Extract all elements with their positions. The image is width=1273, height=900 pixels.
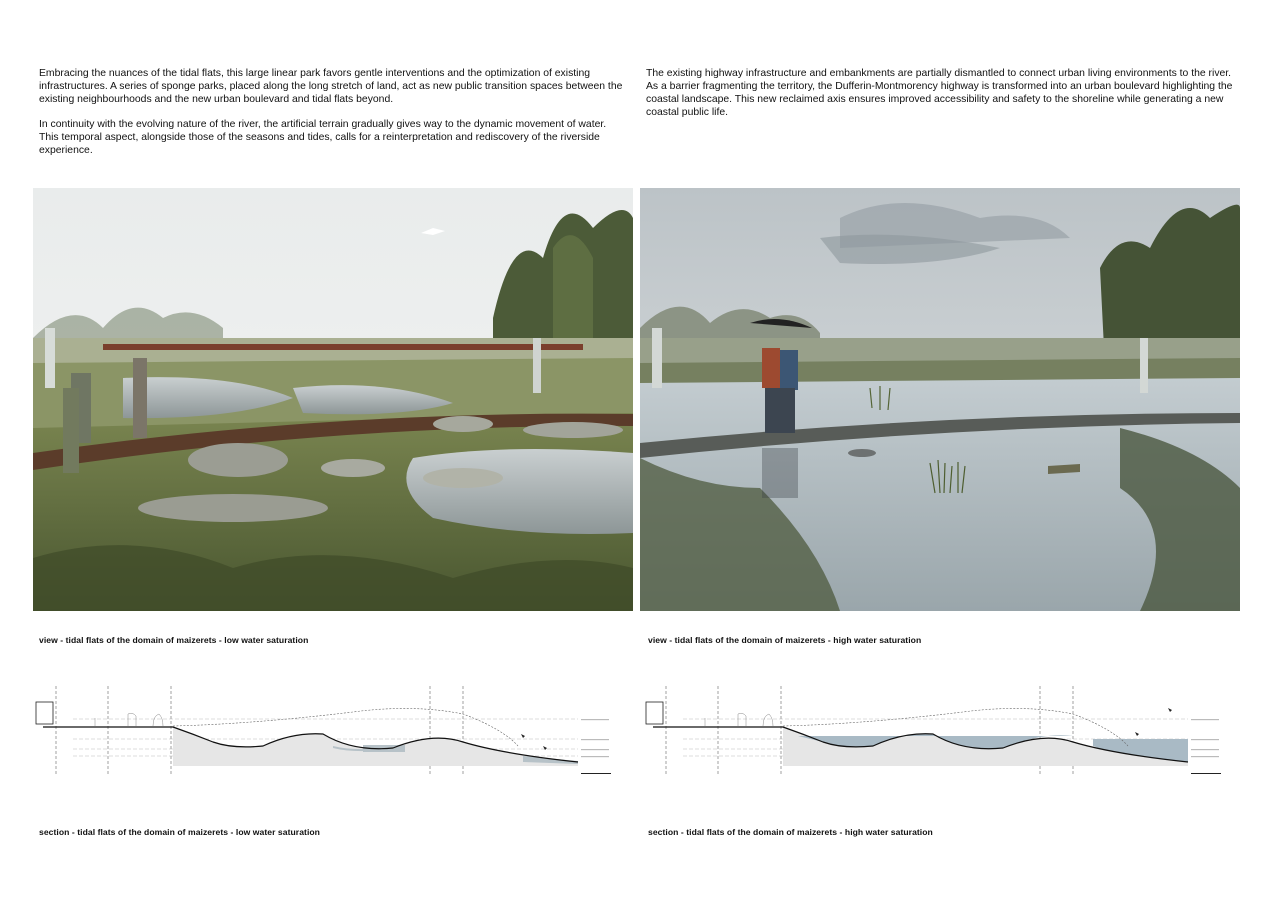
view-caption-low-water: view - tidal flats of the domain of maizerets - low water saturation — [39, 635, 309, 645]
section-drawing-low-water — [33, 684, 613, 780]
section-caption-low-water: section - tidal flats of the domain of maizerets - low water saturation — [39, 827, 320, 837]
view-caption-high-water: view - tidal flats of the domain of maizerets - high water saturation — [648, 635, 922, 645]
intro-left-paragraph-2: In continuity with the evolving nature of the river, the artificial terrain gradually gives way to the dynamic movement of water. This temporal aspect, alongside those of the seasons and tides, calls for a reinterpretation and rediscovery of the riverside experience. — [39, 118, 607, 156]
view-render-low-water — [33, 188, 633, 611]
section-drawing-high-water — [643, 684, 1223, 780]
section-caption-high-water: section - tidal flats of the domain of maizerets - high water saturation — [648, 827, 933, 837]
intro-right-paragraph-1: The existing highway infrastructure and embankments are partially dismantled to connect urban living environments to the river. As a barrier fragmenting the territory, the Dufferin-Montmorency highway is transformed into an urban boulevard highlighting the coastal landscape. This new reclaimed axis ensures improved accessibility and safety to the shoreline while generating a new coastal public life. — [646, 68, 1233, 118]
intro-text-left — [39, 68, 625, 169]
intro-text-right — [646, 68, 1236, 132]
intro-left-paragraph-1: Embracing the nuances of the tidal flats, this large linear park favors gentle interventions and the optimization of existing infrastructures. A series of sponge parks, placed along the long stretch of land, act as new public transition spaces between the existing neighbourhoods and the new urban boulevard and tidal flats beyond. — [39, 68, 623, 105]
view-render-high-water — [640, 188, 1240, 611]
